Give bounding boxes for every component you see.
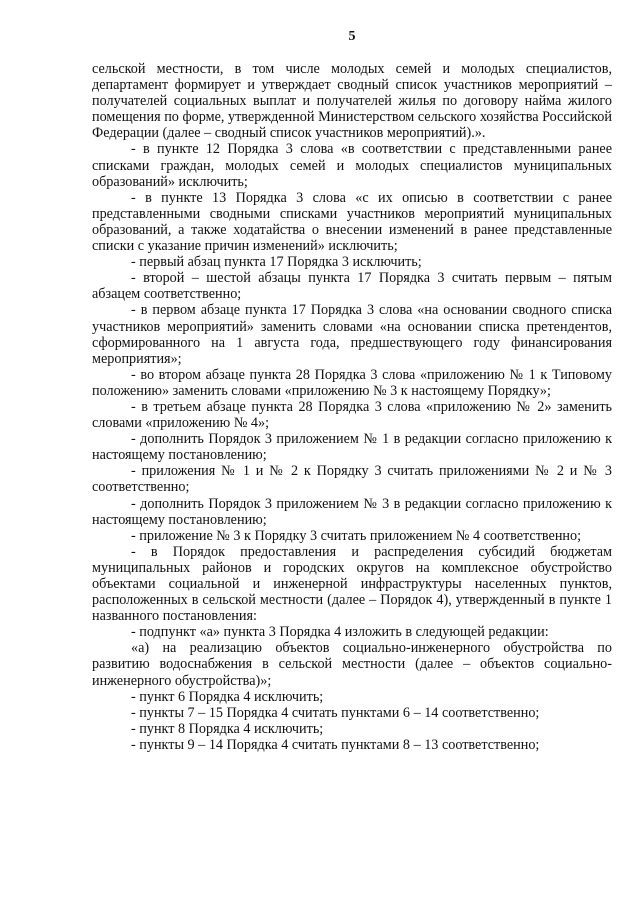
page-number: 5 — [348, 29, 356, 44]
paragraph-1: - в пункте 12 Порядка 3 слова «в соответствии с представленными ранее списками граждан, молодых семей и молодых специалистов муниципальных образований» исключить; — [92, 141, 612, 190]
document-body — [92, 61, 612, 753]
paragraph-8: - дополнить Порядок 3 приложением № 1 в редакции согласно приложению к настоящему постановлению; — [92, 431, 612, 464]
paragraph-18: - пункты 9 – 14 Порядка 4 считать пунктами 8 – 13 соответственно; — [131, 736, 540, 753]
document-page — [92, 0, 612, 905]
paragraph-15: - пункт 6 Порядка 4 исключить; — [131, 688, 324, 705]
paragraph-2: - в пункте 13 Порядка 3 слова «с их описью в соответствии с ранее представленными сводными списками участников мероприятий муниципальных образований, а также ходатайства о внесении изменений в ранее представленные списки с указание причин изменений» исключить; — [92, 189, 612, 255]
paragraph-0: сельской местности, в том числе молодых семей и молодых специалистов, департамент формирует и утверждает сводный список участников мероприятий – получателей социальных выплат и получателей жилья по договору найма жилого помещения по форме, утвержденной Министерством сельского хозяйства Российской Федерации (далее – сводный список участников мероприятий).». — [92, 61, 612, 142]
paragraph-9: - приложения № 1 и № 2 к Порядку 3 считать приложениями № 2 и № 3 соответственно; — [92, 463, 612, 496]
paragraph-5: - в первом абзаце пункта 17 Порядка 3 слова «на основании сводного списка участников мероприятий» заменить словами «на основании списка претендентов, сформированного на 1 августа года, предшествующего году финансирования мероприятия»; — [92, 302, 612, 367]
paragraph-13: - подпункт «а» пункта 3 Порядка 4 изложить в следующей редакции: — [131, 624, 549, 641]
paragraph-4: - второй – шестой абзацы пункта 17 Порядка 3 считать первым – пятым абзацем соответственно; — [92, 270, 612, 303]
paragraph-12: - в Порядок предоставления и распределения субсидий бюджетам муниципальных районов и городских округов на комплексное обустройство объектами социальной и инженерной инфраструктуры населенных пунктов, расположенных в сельской местности (далее – Порядок 4), утвержденный в пункте 1 названного постановления: — [92, 543, 612, 625]
paragraph-14: «а) на реализацию объектов социально-инженерного обустройства по развитию водоснабжения в сельской местности (далее – объектов социально- инженерного обустройства)»; — [92, 640, 612, 689]
paragraph-17: - пункт 8 Порядка 4 исключить; — [131, 720, 324, 737]
paragraph-3: - первый абзац пункта 17 Порядка 3 исключить; — [131, 254, 422, 271]
paragraph-6: - во втором абзаце пункта 28 Порядка 3 слова «приложению № 1 к Типовому положению» заменить словами «приложению № 3 к настоящему Порядку»; — [92, 366, 612, 399]
paragraph-16: - пункты 7 – 15 Порядка 4 считать пунктами 6 – 14 соответственно; — [131, 704, 540, 721]
paragraph-10: - дополнить Порядок 3 приложением № 3 в редакции согласно приложению к настоящему постановлению; — [92, 495, 612, 528]
paragraph-7: - в третьем абзаце пункта 28 Порядка 3 слова «приложению № 2» заменить словами «приложению № 4»; — [92, 398, 612, 432]
paragraph-11: - приложение № 3 к Порядку 3 считать приложением № 4 соответственно; — [131, 527, 582, 544]
